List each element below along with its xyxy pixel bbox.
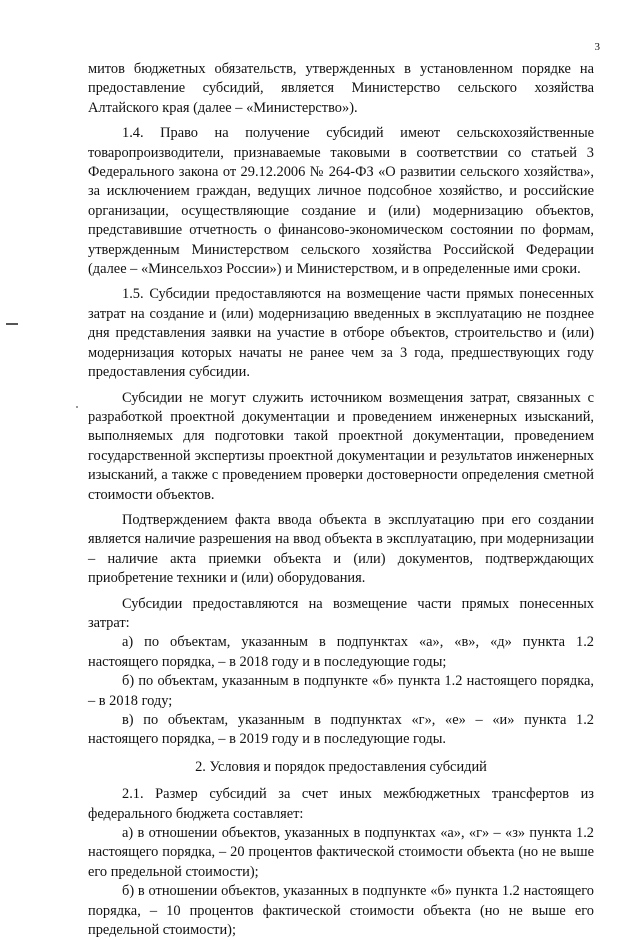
page-number: 3: [594, 41, 600, 53]
paragraph-excluded-costs: Субсидии не могут служить источником возмещения затрат, связанных с разработкой проектной документации и проведением инженерных изысканий, выполняемых для подготовки такой проектной документации, проведением государственной экспертизы проектной документации и результатов инженерных изысканий, а также с проведением проверки достоверности определения сметной стоимости объектов.: [88, 389, 594, 503]
paragraph-commissioning-proof: Подтверждением факта ввода объекта в эксплуатацию при его создании является наличие разрешения на ввод объекта в эксплуатацию, при модернизации – наличие акта приемки объекта и (или) документов, подтверждающих приобретение техники и (или) оборудования.: [88, 511, 594, 587]
paragraph-1-4: 1.4. Право на получение субсидий имеют сельскохозяйственные товаропроизводители, признаваемые таковыми в соответствии со статьей 3 Федерального закона от 29.12.2006 № 264-ФЗ «О развитии сельского хозяйства», за исключением граждан, ведущих личное подсобное хозяйство, и российские организации, осуществляющие создание и (или) модернизацию объектов, представившие отчетность о финансово-экономическом состоянии по формам, утвержденным Министерством сельского хозяйства Российской Федерации (далее – «Минсельхоз России») и Министерством, и в определенные ими сроки.: [88, 125, 594, 278]
paragraph-2-1: 2.1. Размер субсидий за счет иных межбюджетных трансфертов из федерального бюджета составляет:: [88, 786, 594, 822]
margin-mark: [6, 323, 18, 325]
body-text: [88, 60, 594, 940]
section-heading: 2. Условия и порядок предоставления субсидий: [195, 758, 487, 775]
section-list-item-a: а) в отношении объектов, указанных в подпунктах «а», «г» – «з» пункта 1.2 настоящего порядка, – 20 процентов фактической стоимости объекта (но не выше его предельной стоимости);: [88, 825, 594, 880]
paragraph-1-5: 1.5. Субсидии предоставляются на возмещение части прямых понесенных затрат на создание и (или) модернизацию введенных в эксплуатацию не позднее дня представления заявки на участие в отборе объектов, строительство и (или) модернизация которых начаты не ранее чем за 3 года, предшествующих году предоставления субсидии.: [88, 286, 594, 381]
section-list-item-b: б) в отношении объектов, указанных в подпункте «б» пункта 1.2 настоящего порядка, – 10 процентов фактической стоимости объекта (но не выше его предельной стоимости);: [88, 883, 594, 939]
list-item-v: в) по объектам, указанным в подпунктах «г», «е» – «и» пункта 1.2 настоящего порядка, – в 2019 году и в последующие годы.: [88, 712, 594, 748]
paragraph-continuation: митов бюджетных обязательств, утвержденных в установленном порядке на предоставление субсидий, является Министерство сельского хозяйства Алтайского края (далее – «Министерство»).: [88, 61, 594, 116]
list-item-a: а) по объектам, указанным в подпунктах «а», «в», «д» пункта 1.2 настоящего порядка, – в 2018 году и в последующие годы;: [88, 634, 594, 670]
paragraph-cost-reimbursement: Субсидии предоставляются на возмещение части прямых понесенных затрат:: [88, 595, 594, 631]
scan-speck: [76, 406, 78, 408]
list-item-b: б) по объектам, указанным в подпункте «б» пункта 1.2 настоящего порядка, – в 2018 году;: [88, 673, 594, 709]
